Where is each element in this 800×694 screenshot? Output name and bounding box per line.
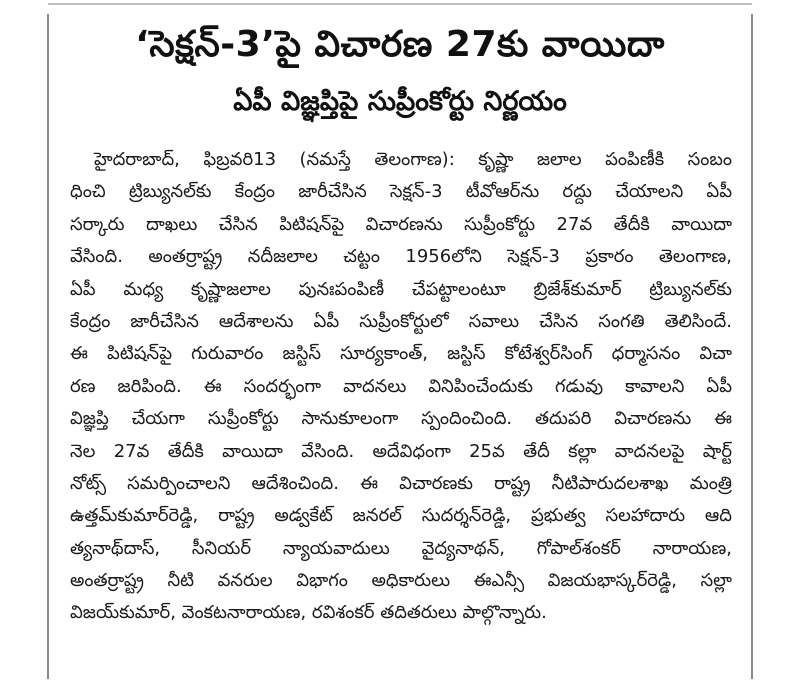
body-line: రణ జరిపింది. ఈ సందర్భంగా వాదనలు వినిపించేందుకు గడువు కావాలని ఏపీ: [70, 375, 732, 397]
body-line: హైదరాబాద్, ఫిబ్రవరి13 (నమస్తే తెలంగాణ): కృష్ణా జలాల పంపిణీకి సంబం: [94, 149, 732, 170]
body-line: ధించి ట్రిబ్యునల్‌కు కేంద్రం జారీచేసిన సెక్షన్-3 టీవోఆర్‌ను రద్దు చేయాలని ఏపీ: [70, 181, 732, 203]
headline: ‘సెక్షన్-3’పై విచారణ 27కు వాయిదా: [135, 24, 665, 65]
body-line: వేసింది. అంతర్రాష్ట్ర నదీజలాల చట్టం 1956లోని సెక్షన్-3 ప్రకారం తెలంగాణ,: [70, 246, 732, 268]
body-line: సర్కారు దాఖలు చేసిన పిటిషన్‌పై విచారణను సుప్రీంకోర్టు 27వ తేదీకి వాయిదా: [70, 213, 732, 235]
right-border-rule: [751, 14, 753, 679]
body-line: ఏపీ మధ్య కృష్ణాజలాల పునఃపంపిణీ చేపట్టాలంటూ బ్రిజేశ్‌కుమార్ ట్రిబ్యునల్‌కు: [70, 278, 732, 300]
left-border-rule: [47, 14, 49, 679]
body-line: నెల 27వ తేదీకి వాయిదా వేసింది. అదేవిధంగా 25వ తేదీ కల్లా వాదనలపై షార్ట్: [70, 440, 732, 462]
body-line: నోట్స్ సమర్పించాలని ఆదేశించింది. ఈ విచారణకు రాష్ట్ర నీటిపారుదలశాఖ మంత్రి: [70, 472, 732, 494]
body-line: కేంద్రం జారీచేసిన ఆదేశాలను ఏపీ సుప్రీంకోర్టులో సవాలు చేసిన సంగతి తెలిసిందే.: [70, 310, 732, 332]
body-line: విజయ్‌కుమార్, వెంకటనారాయణ, రవిశంకర్ తదితరులు పాల్గొన్నారు.: [70, 602, 547, 624]
body-line: త్యనాథ్‌దాస్, సీనియర్ న్యాయవాదులు వైద్యనాథన్, గోపాల్‌శంకర్ నారాయణ,: [70, 537, 732, 559]
body-line: విజ్ఞప్తి చేయగా సుప్రీంకోర్టు సానుకూలంగా స్పందించింది. తదుపరి విచారణను ఈ: [70, 408, 732, 430]
body-line: ఈ పిటిషన్‌పై గురువారం జస్టిస్ సూర్యకాంత్, జస్టిస్ కోటేశ్వర్‌సింగ్ ధర్మాసనం విచా: [70, 343, 732, 365]
body-line: అంతర్రాష్ట్ర నీటి వనరుల విభాగం అధికారులు ఈఎన్సీ విజయభాస్కర్‌రెడ్డి, సల్లా: [70, 570, 732, 592]
article-body: [70, 144, 732, 630]
top-border-rule: [48, 3, 752, 5]
subheadline: ఏపీ విజ్ఞప్తిపై సుప్రీంకోర్టు నిర్ణయం: [233, 86, 567, 117]
body-line: ఉత్తమ్‌కుమార్‌రెడ్డి, రాష్ట్ర అడ్వకేట్ జనరల్ సుదర్శన్‌రెడ్డి, ప్రభుత్వ సలహాదారు ఆది: [70, 505, 732, 527]
